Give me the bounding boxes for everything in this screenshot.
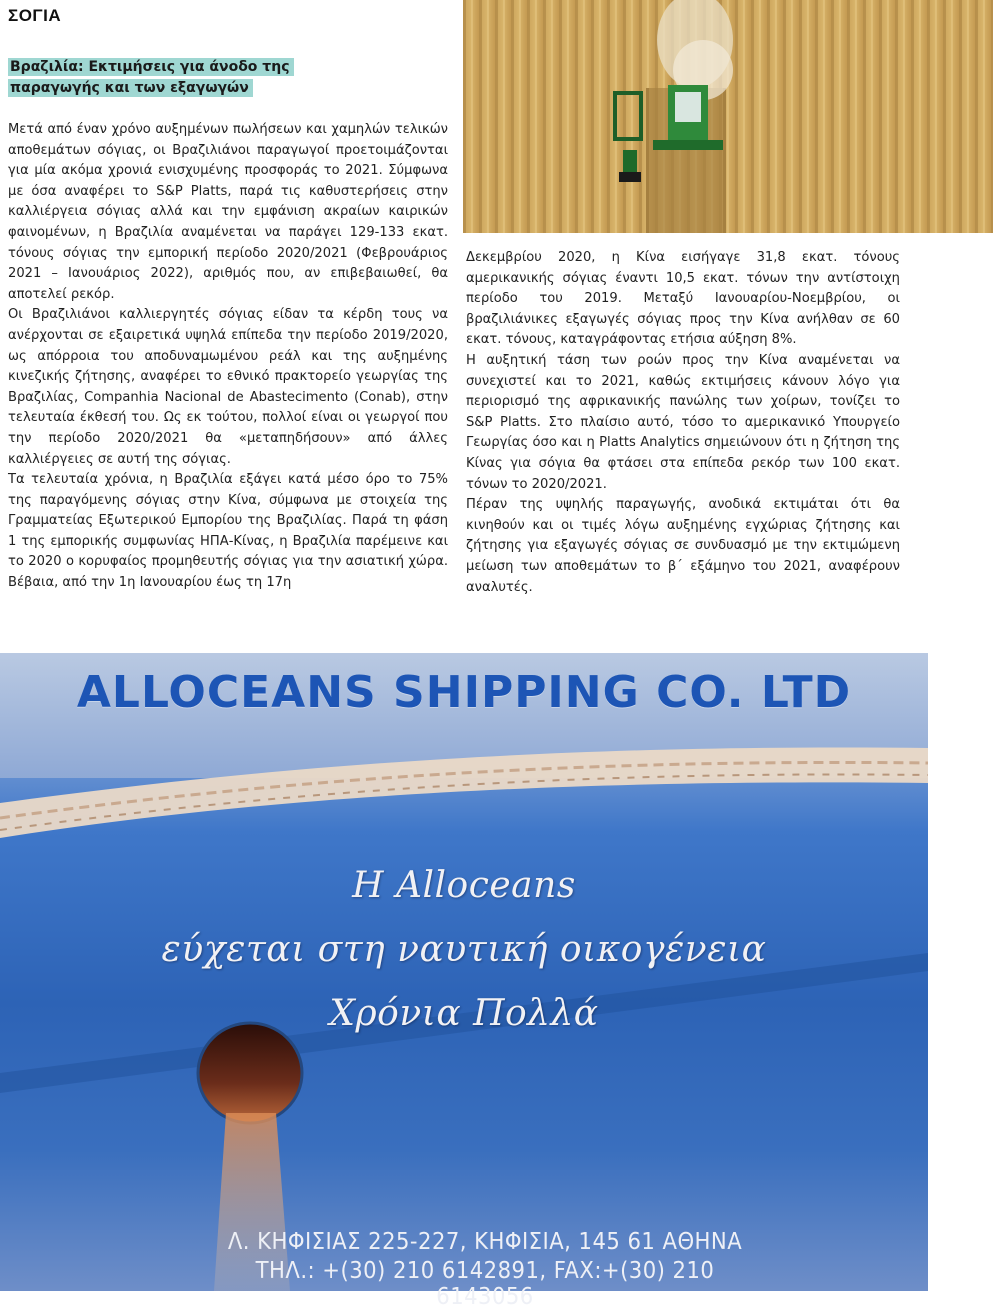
article-right-column — [466, 248, 900, 598]
ad-greeting-line-3: Χρόνια Πολλά — [329, 993, 599, 1034]
article-headline — [8, 57, 370, 99]
ad-greeting-line-2: εύχεται στη ναυτική οικογένεια — [161, 929, 767, 970]
paragraph: Η αυξητική τάση των ροών προς την Κίνα αναμένεται να συνεχιστεί και το 2021, καθώς εκτιμήσεις κάνουν λόγο για περιορισμό της αφρικανικής πανώλης των χοίρων, τονίζει το S&P Platts. Στο πλαίσιο αυτό, τόσο το αμερικανικό Υπουργείο Γεωργίας όσο και η Platts Analytics σημειώνουν ότι η ζήτηση της Κίνας για σόγια θα φτάσει στα επίπεδα ρεκόρ των 100 εκατ. τόνων το 2020/2021. — [466, 352, 900, 492]
paragraph: Πέραν της υψηλής παραγωγής, ανοδικά εκτιμάται ότι θα κινηθούν και οι τιμές λόγω αυξημένης εγχώριας ζήτησης και ζήτησης για εξαγωγές σόγιας σε συνδυασμό με την εκτιμώμενη μείωση των αποθεμάτων το β΄ εξάμηνο του 2021, αναφέρουν αναλυτές. — [466, 497, 900, 595]
paragraph: Τα τελευταία χρόνια, η Βραζιλία εξάγει κατά μέσο όρο το 75% της παραγόμενης σόγιας στην Κίνα, σύμφωνα με στοιχεία της Γραμματείας Εξωτερικού Εμπορίου της Βραζιλίας. Παρά τη φάση 1 της εμπορικής συμφωνίας ΗΠΑ-Κίνας, η Βραζιλία παρέμεινε και το 2020 ο κορυφαίος προμηθευτής σόγιας για την ασιατική χώρα. Βέβαια, από την 1η Ιανουαρίου έως τη 17η — [8, 472, 448, 591]
harvester-photo — [463, 0, 993, 233]
paragraph: Μετά από έναν χρόνο αυξημένων πωλήσεων και χαμηλών τελικών αποθεμάτων σόγιας, οι Βραζιλιάνοι παραγωγοί προετοιμάζονται για μία ακόμα χρονιά ενισχυμένης προσφοράς το 2021. Σύμφωνα με όσα αναφέρει το S&P Platts, παρά τις καθυστερήσεις στην καλλιέργεια σόγιας αλλά και την εμφάνιση ακραίων καιρικών φαινομένων, η Βραζιλία αναμένεται να παράγει 129-133 εκατ. τόνους σόγιας την εμπορική περίοδο 2020/2021 (Φεβρουάριος 2021 – Ιανουάριος 2022), αριθμός που, αν επιβεβαιωθεί, θα αποτελεί ρεκόρ. — [8, 122, 448, 302]
ad-company-name: ALLOCEANS SHIPPING CO. LTD — [76, 667, 852, 718]
paragraph: Οι Βραζιλιάνοι καλλιεργητές σόγιας είδαν τα κέρδη τους να ανέρχονται σε εξαιρετικά υψηλά επίπεδα την περίοδο 2019/2020, ως απόρροια του αποδυναμωμένου ρεάλ και της αυξημένης κινεζικής ζήτησης, αναφέρει το εθνικό πρακτορείο γεωργίας της Βραζιλίας, Companhia Nacional de Abastecimento (Conab), στην τελευταία έκθεσή του. Ως εκ τούτου, πολλοί είναι οι γεωργοί που την περίοδο 2020/2021 θα «μεταπηδήσουν» από άλλες καλλιέργειες σε αυτή της σόγιας. — [8, 307, 448, 467]
harvester-illustration — [463, 0, 993, 233]
headline-text: Βραζιλία: Εκτιμήσεις για άνοδο της παραγωγής και των εξαγωγών — [8, 58, 294, 97]
ad-contact: ΤΗΛ.: +(30) 210 6142891, FAX:+(30) 210 6143056 — [255, 1258, 715, 1310]
paragraph: Δεκεμβρίου 2020, η Κίνα εισήγαγε 31,8 εκατ. τόνους αμερικανικής σόγιας έναντι 10,5 εκατ. τόνων την αντίστοιχη περίοδο του 2019. Μεταξύ Ιανουαρίου-Νοεμβρίου, οι βραζιλιάνικες εξαγωγές σόγιας προς την Κίνα ανήλθαν σε 60 εκατ. τόνους, καταγράφοντας ετήσια αύξηση 8%. — [466, 250, 900, 348]
ship-hull-illustration — [0, 653, 928, 1291]
ad-greeting-line-1: Η Alloceans — [352, 865, 576, 906]
section-label: ΣΟΓΙΑ — [8, 6, 62, 25]
ad-address: Λ. ΚΗΦΙΣΙΑΣ 225-227, ΚΗΦΙΣΙΑ, 145 61 ΑΘΗΝΑ — [227, 1229, 743, 1255]
article-left-column — [8, 120, 448, 594]
alloceans-advertisement — [0, 653, 928, 1310]
